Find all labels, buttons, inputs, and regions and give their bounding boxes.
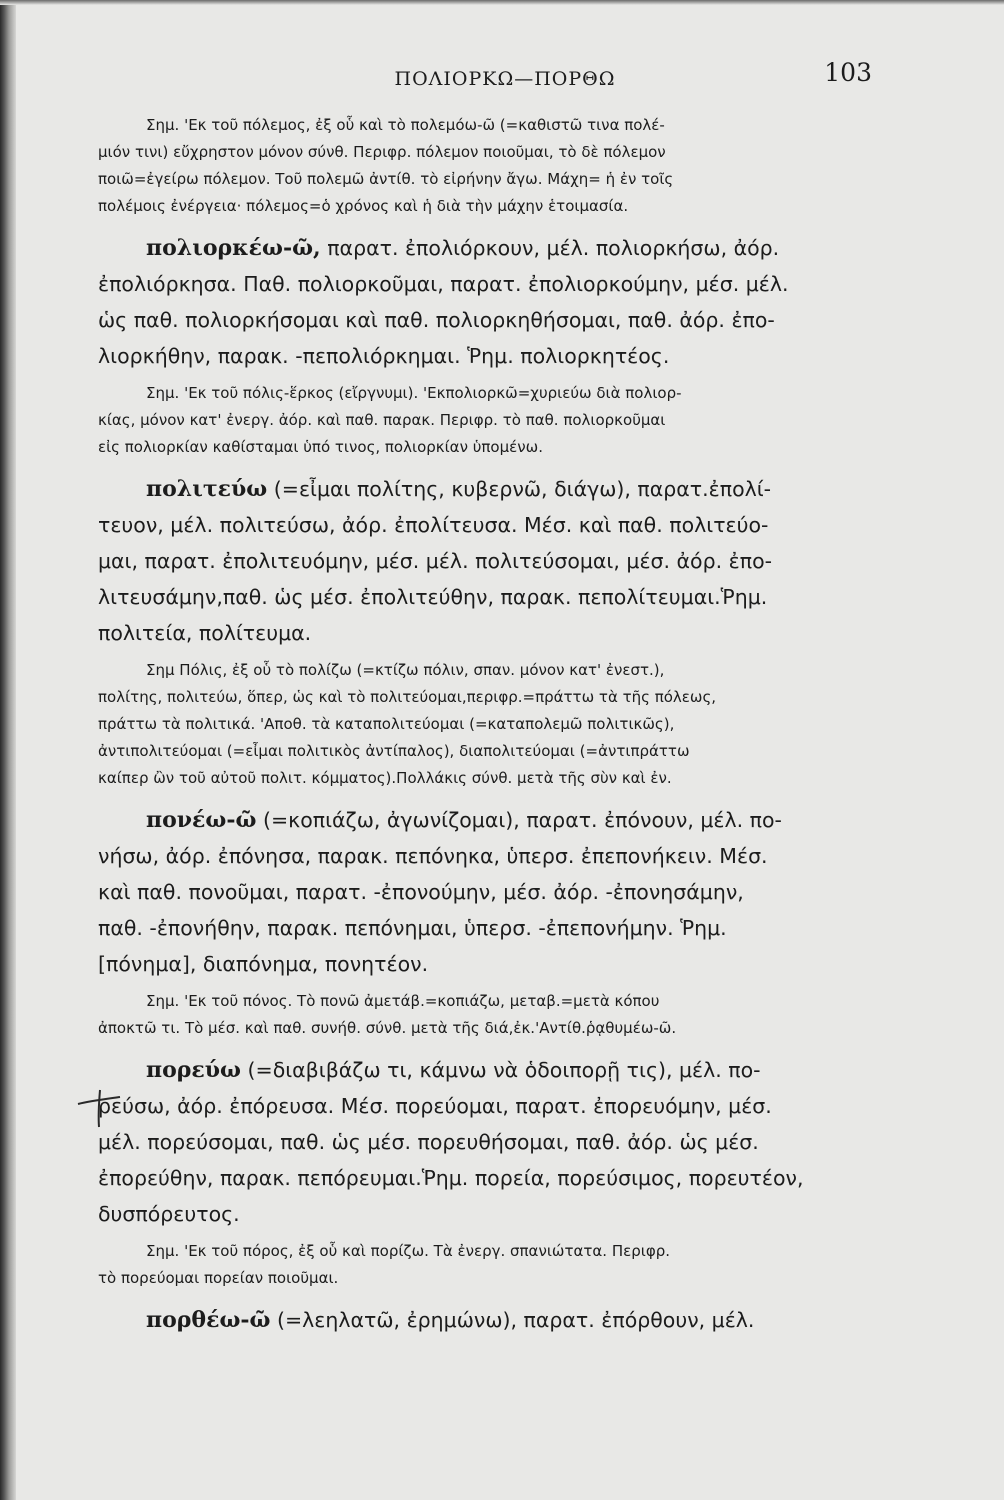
note-ponew (98, 988, 898, 1042)
note-line: πολέμοις ἐνέργεια· πόλεμος=ὁ χρόνος καὶ ἡ διὰ τὴν μάχην ἑτοιμασία. (98, 197, 629, 215)
entry-line: ὡς παθ. πολιορκήσομαι καὶ παθ. πολιορκηθήσομαι, παθ. ἀόρ. ἐπο- (98, 308, 775, 332)
entry-line: ἐπολιόρκησα. Παθ. πολιορκοῦμαι, παρατ. ἐπολιορκούμην, μέσ. μέλ. (98, 272, 789, 296)
headword: πολιτεύω (146, 476, 268, 502)
note-line: Σημ. 'Εκ τοῦ πόνος. Τὸ πονῶ ἀμετάβ.=κοπιάζω, μεταβ.=μετὰ κόπου (146, 992, 660, 1010)
entry-poliorkew (98, 230, 898, 374)
note-line: μιόν τινι) εὔχρηστον μόνον σύνθ. Περιφρ. πόλεμον ποιοῦμαι, τὸ δὲ πόλεμον (98, 143, 666, 161)
entry-line: πονέω-ῶ (=κοπιάζω, ἀγωνίζομαι), παρατ. ἐπόνουν, μέλ. πο- (146, 807, 782, 833)
handwritten-cross-mark (76, 1088, 122, 1128)
note-line: τὸ πορεύομαι πορείαν ποιοῦμαι. (98, 1269, 339, 1287)
note-line: πράττω τὰ πολιτικά. 'Αποθ. τὰ καταπολιτεύομαι (=καταπολεμῶ πολιτικῶς), (98, 715, 675, 733)
page-body (98, 112, 898, 1338)
page-binding-edge (0, 0, 16, 1500)
note-line: Σημ. 'Εκ τοῦ πόλεμος, ἐξ οὗ καὶ τὸ πολεμόω-ῶ (=καθιστῶ τινα πολέ- (146, 116, 665, 134)
note-line: κίας, μόνον κατ' ἐνεργ. ἀόρ. καὶ παθ. παρακ. Περιφρ. τὸ παθ. πολιορκοῦμαι (98, 411, 666, 429)
note-line: Σημ. 'Εκ τοῦ πόλις-ἕρκος (εἴργνυμι). 'Εκπολιορκῶ=χυριεύω διὰ πολιορ- (146, 384, 682, 402)
page-number: 103 (824, 58, 872, 87)
note-polemow (98, 112, 898, 220)
note-poliorkew (98, 380, 898, 461)
entry-line: καὶ παθ. πονοῦμαι, παρατ. -ἐπονούμην, μέσ. ἀόρ. -ἐπονησάμην, (98, 880, 744, 904)
note-poreuw (98, 1238, 898, 1292)
note-line: ἀποκτῶ τι. Τὸ μέσ. καὶ παθ. συνήθ. σύνθ. μετὰ τῆς διά,ἐκ.'Αντίθ.ῥᾳθυμέω-ῶ. (98, 1019, 677, 1037)
entry-porthew (98, 1302, 898, 1338)
entry-line: [πόνημα], διαπόνημα, πονητέον. (98, 952, 429, 976)
entry-line: πολιτεία, πολίτευμα. (98, 621, 312, 645)
note-line: καίπερ ὢν τοῦ αὐτοῦ πολιτ. κόμματος).Πολλάκις σύνθ. μετὰ τῆς σὺν καὶ ἐν. (98, 769, 672, 787)
entry-line: πορθέω-ῶ (=λεηλατῶ, ἐρημώνω), παρατ. ἐπόρθουν, μέλ. (146, 1307, 755, 1333)
running-head: ΠΟΛΙΟΡΚΩ—ΠΟΡΘΩ (394, 68, 616, 90)
entry-line: πολιτεύω (=εἶμαι πολίτης, κυβερνῶ, διάγω), παρατ.ἐπολί- (146, 476, 772, 502)
entry-ponew (98, 802, 898, 982)
entry-poreuw (98, 1052, 898, 1232)
entry-line: λιορκήθην, παρακ. -πεπολιόρκημαι. Ῥημ. πολιορκητέος. (98, 344, 670, 368)
entry-line: ἐπορεύθην, παρακ. πεπόρευμαι.Ῥημ. πορεία, πορεύσιμος, πορευτέον, (98, 1166, 804, 1190)
entry-line: δυσπόρευτος. (98, 1202, 240, 1226)
headword: πορθέω-ῶ (146, 1307, 271, 1333)
note-line: ἀντιπολιτεύομαι (=εἶμαι πολιτικὸς ἀντίπαλος), διαπολιτεύομαι (=ἀντιπράττω (98, 742, 690, 760)
entry-line: νήσω, ἀόρ. ἐπόνησα, παρακ. πεπόνηκα, ὑπερσ. ἐπεπονήκειν. Μέσ. (98, 844, 768, 868)
entry-line: πορεύω (=διαβιβάζω τι, κάμνω νὰ ὁδοιπορῇ τις), μέλ. πο- (146, 1057, 761, 1083)
entry-line: μαι, παρατ. ἐπολιτευόμην, μέσ. μέλ. πολιτεύσομαι, μέσ. ἀόρ. ἐπο- (98, 549, 773, 573)
note-line: Σημ. 'Εκ τοῦ πόρος, ἐξ οὗ καὶ πορίζω. Τὰ ἐνεργ. σπανιώτατα. Περιφρ. (146, 1242, 671, 1260)
entry-line: παθ. -ἐπονήθην, παρακ. πεπόνημαι, ὑπερσ. -ἐπεπονήμην. Ῥημ. (98, 916, 727, 940)
note-line: Σημ Πόλις, ἐξ οὗ τὸ πολίζω (=κτίζω πόλιν, σπαν. μόνον κατ' ἐνεστ.), (146, 661, 665, 679)
entry-line: πολιορκέω-ῶ, παρατ. ἐπολιόρκουν, μέλ. πολιορκήσω, ἀόρ. (146, 235, 780, 261)
note-line: πολίτης, πολιτεύω, ὅπερ, ὡς καὶ τὸ πολιτεύομαι,περιφρ.=πράττω τὰ τῆς πόλεως, (98, 688, 717, 706)
entry-politeuw (98, 471, 898, 651)
headword: πορεύω (146, 1057, 241, 1083)
entry-line: τευον, μέλ. πολιτεύσω, ἀόρ. ἐπολίτευσα. Μέσ. καὶ παθ. πολιτεύο- (98, 513, 769, 537)
entry-line: μέλ. πορεύσομαι, παθ. ὡς μέσ. πορευθήσομαι, παθ. ἀόρ. ὡς μέσ. (98, 1130, 759, 1154)
headword: πονέω-ῶ (146, 807, 257, 833)
entry-line: λιτευσάμην,παθ. ὡς μέσ. ἐπολιτεύθην, παρακ. πεπολίτευμαι.Ῥημ. (98, 585, 768, 609)
note-politeuw (98, 657, 898, 792)
entry-line: ρεύσω, ἀόρ. ἐπόρευσα. Μέσ. πορεύομαι, παρατ. ἐπορευόμην, μέσ. (98, 1094, 772, 1118)
page-top-edge (0, 0, 1004, 5)
note-line: εἰς πολιορκίαν καθίσταμαι ὑπό τινος, πολιορκίαν ὑπομένω. (98, 438, 543, 456)
note-line: ποιῶ=ἐγείρω πόλεμον. Τοῦ πολεμῶ ἀντίθ. τὸ εἰρήνην ἄγω. Μάχη= ἡ ἐν τοῖς (98, 170, 674, 188)
headword: πολιορκέω-ῶ, (146, 235, 321, 261)
